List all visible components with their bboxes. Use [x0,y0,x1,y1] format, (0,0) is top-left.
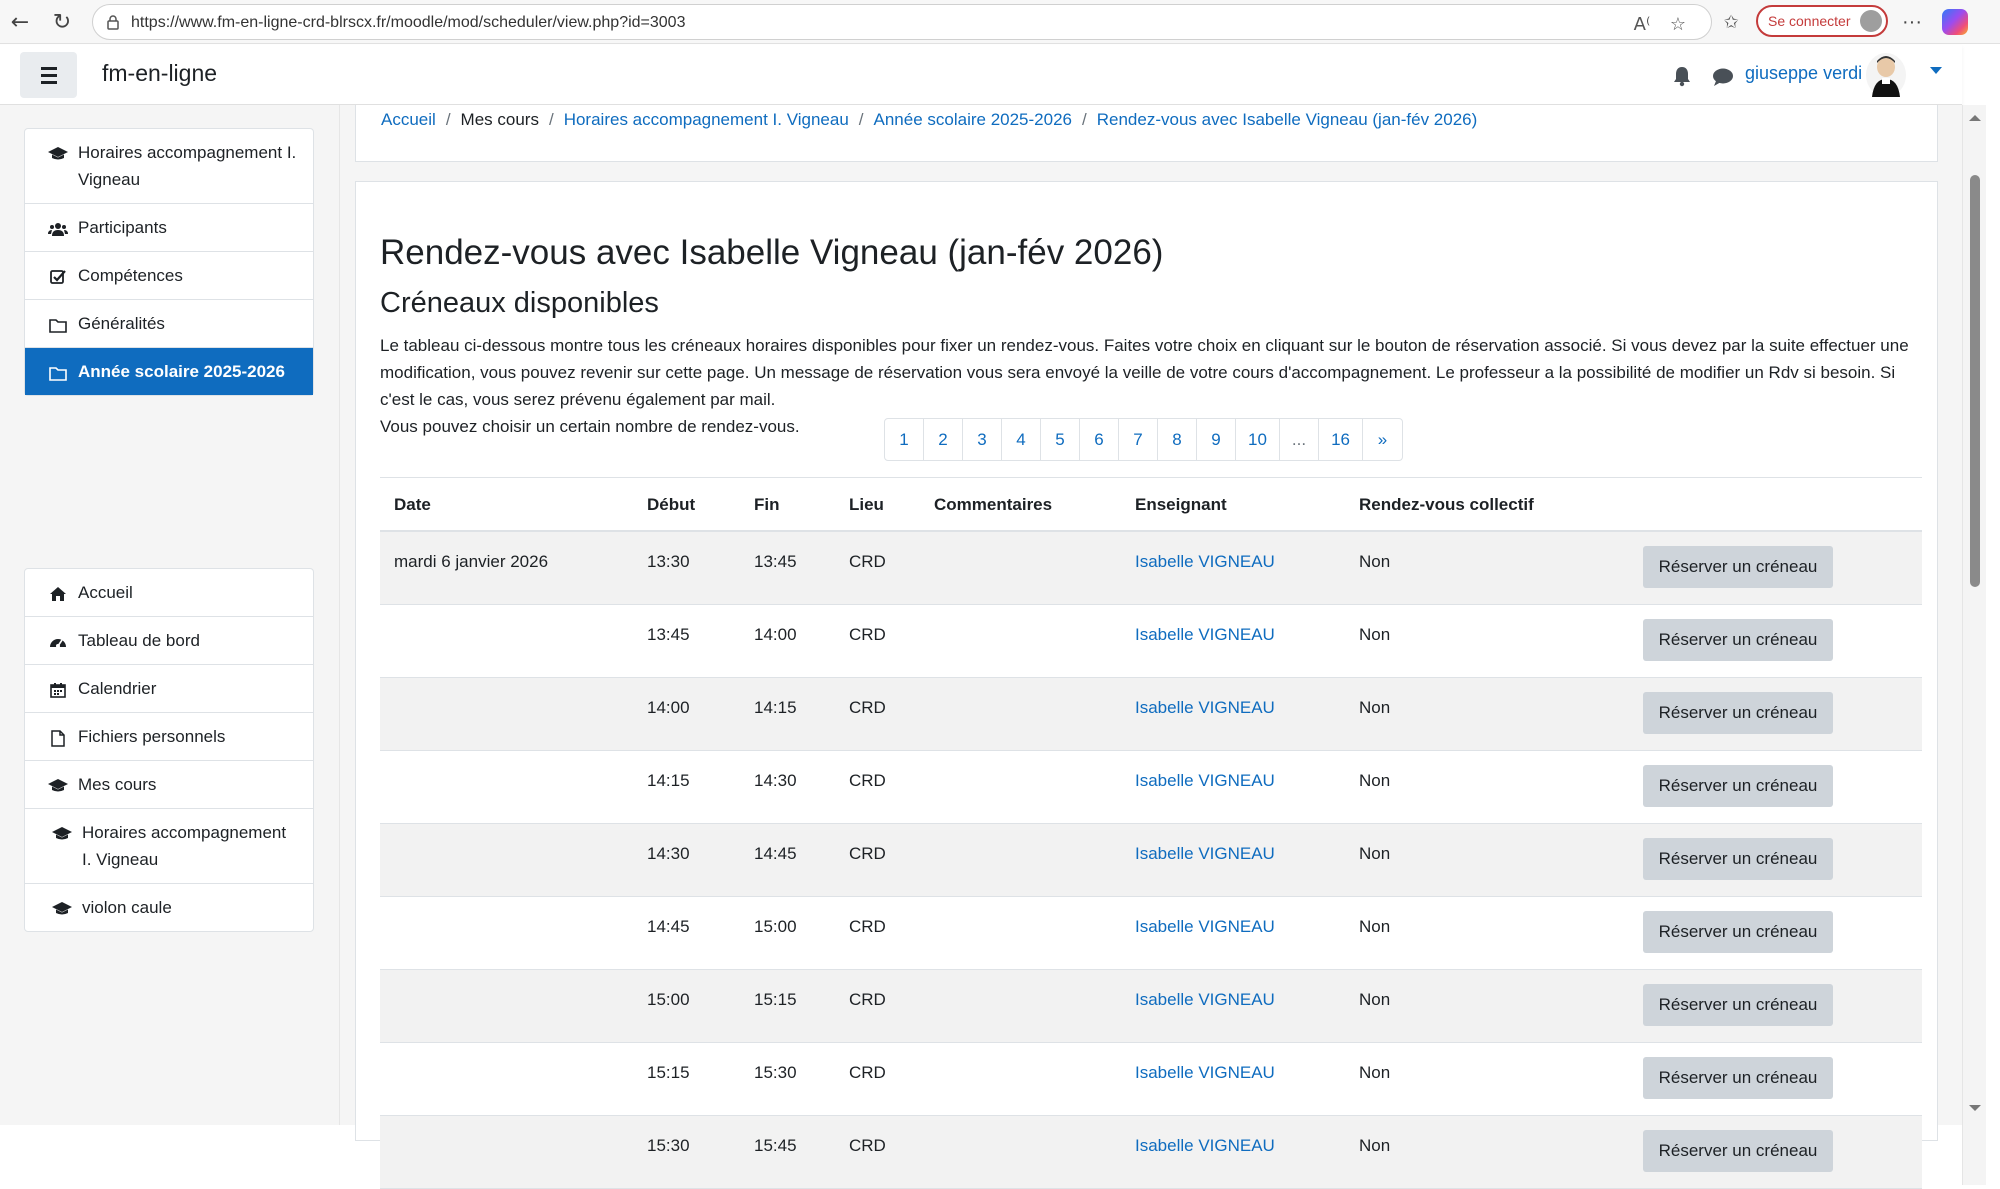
user-name[interactable]: giuseppe verdi [1745,63,1863,83]
signin-label: Se connecter [1768,13,1851,29]
cell-teacher-link[interactable]: Isabelle VIGNEAU [1135,1136,1275,1155]
nav-item-school-year[interactable] [25,348,313,395]
favorite-star-icon[interactable]: ☆ [1669,13,1687,35]
graduation-cap-icon [53,901,71,917]
cell-end: 13:45 [754,552,797,571]
cell-start: 15:30 [647,1136,690,1155]
table-row [380,751,1922,824]
book-slot-button[interactable]: Réserver un créneau [1643,546,1833,588]
nav-item-label: Calendrier [78,679,157,698]
page-link-4[interactable]: 4 [1002,419,1041,460]
nav-item-home[interactable] [25,569,313,617]
cell-location: CRD [849,1136,886,1155]
user-menu-caret-icon[interactable] [1930,67,1942,74]
nav-item-course-vigneau[interactable] [25,809,313,884]
home-icon [49,586,67,602]
nav-drawer [0,105,340,1125]
breadcrumb-my-courses: Mes cours [460,110,539,129]
nav-item-label: Fichiers personnels [78,727,226,746]
column-header-end: Fin [754,495,780,514]
table-row [380,1043,1922,1116]
dashboard-icon [49,634,67,650]
cell-group: Non [1359,552,1391,571]
users-icon [49,221,67,237]
page-link-7[interactable]: 7 [1119,419,1158,460]
cell-teacher-link[interactable]: Isabelle VIGNEAU [1135,1063,1275,1082]
copilot-icon[interactable] [1942,9,1968,35]
course-nav-list [24,128,314,396]
cell-location: CRD [849,1063,886,1082]
table-row [380,605,1922,678]
cell-end: 15:00 [754,917,797,936]
column-header-teacher: Enseignant [1135,495,1227,514]
cell-date: mardi 6 janvier 2026 [394,552,549,571]
table-row [380,897,1922,970]
slots-table [380,477,1922,1189]
nav-item-competencies[interactable] [25,252,313,300]
column-header-date: Date [394,495,431,514]
breadcrumb-link-section[interactable]: Année scolaire 2025-2026 [873,110,1072,129]
book-slot-button[interactable]: Réserver un créneau [1643,692,1833,734]
page-link-16[interactable]: 16 [1319,419,1363,460]
content-viewport [340,105,1962,1160]
table-row [380,678,1922,751]
nav-item-label: Accueil [78,583,133,602]
nav-item-calendar[interactable] [25,665,313,713]
nav-item-dashboard[interactable] [25,617,313,665]
read-aloud-icon[interactable]: A⁽ [1633,13,1651,35]
nav-item-course-home[interactable] [25,129,313,204]
cell-start: 13:30 [647,552,690,571]
cell-start: 15:00 [647,990,690,1009]
graduation-cap-icon [49,778,67,794]
cell-group: Non [1359,844,1391,863]
page-link-2[interactable]: 2 [924,419,963,460]
chat-icon[interactable] [1712,67,1734,87]
bell-icon[interactable] [1672,65,1692,87]
book-slot-button[interactable]: Réserver un créneau [1643,911,1833,953]
cell-group: Non [1359,1063,1391,1082]
nav-item-private-files[interactable] [25,713,313,761]
table-row [380,824,1922,897]
calendar-icon [49,682,67,698]
cell-teacher-link[interactable]: Isabelle VIGNEAU [1135,844,1275,863]
nav-item-label: Horaires accompagnement I. Vigneau [82,823,287,869]
address-bar[interactable] [92,4,1712,40]
page-title: Rendez-vous avec Isabelle Vigneau (jan-fév 2026) [380,233,1164,272]
cell-location: CRD [849,917,886,936]
scrollbar-thumb[interactable] [1970,175,1980,587]
nav-item-label: Mes cours [78,775,157,794]
profile-avatar-icon [1860,10,1882,32]
scroll-down-arrow-icon[interactable] [1969,1105,1981,1111]
cell-start: 13:45 [647,625,690,644]
cell-end: 15:30 [754,1063,797,1082]
column-header-group: Rendez-vous collectif [1359,495,1534,514]
graduation-cap-icon [53,826,71,842]
folder-icon [49,365,67,381]
nav-item-participants[interactable] [25,204,313,252]
section-title: Créneaux disponibles [380,287,659,319]
page-link-1[interactable]: 1 [885,419,924,460]
column-header-location: Lieu [849,495,884,514]
cell-end: 14:15 [754,698,797,717]
page-link-9[interactable]: 9 [1197,419,1236,460]
cell-end: 14:30 [754,771,797,790]
cell-teacher-link[interactable]: Isabelle VIGNEAU [1135,771,1275,790]
site-nav-list [24,568,314,932]
nav-item-label: Généralités [78,314,165,333]
breadcrumb-link-course[interactable]: Horaires accompagnement I. Vigneau [563,110,849,129]
main-region [340,105,1962,1160]
column-header-start: Début [647,495,696,514]
scroll-up-arrow-icon[interactable] [1969,115,1981,121]
book-slot-button[interactable]: Réserver un créneau [1643,1130,1833,1172]
cell-teacher-link[interactable]: Isabelle VIGNEAU [1135,552,1275,571]
site-navbar [0,45,1962,105]
cell-teacher-link[interactable]: Isabelle VIGNEAU [1135,698,1275,717]
page-link-8[interactable]: 8 [1158,419,1197,460]
cell-group: Non [1359,771,1391,790]
breadcrumb-link-activity[interactable]: Rendez-vous avec Isabelle Vigneau (jan-fév 2026) [1096,110,1478,129]
book-slot-button[interactable]: Réserver un créneau [1643,1057,1833,1099]
cell-start: 14:30 [647,844,690,863]
cell-group: Non [1359,698,1391,717]
reload-icon[interactable]: ↻ [52,9,72,35]
cell-group: Non [1359,1136,1391,1155]
signin-button[interactable] [1756,5,1888,37]
cell-teacher-link[interactable]: Isabelle VIGNEAU [1135,990,1275,1009]
page-ellipsis: ... [1280,419,1319,460]
intro-paragraph: Le tableau ci-dessous montre tous les créneaux horaires disponibles pour fixer un rendez-vous. Faites votre choix en cliquant sur le bouton de réservation associé. Si vous devez par la suite effectuer une modification, vous pouvez revenir sur cette page. Un message de réservation vous sera envoyé la veille de votre cours d'accompagnement. Le professeur a la possibilité de modifier un Rdv si besoin. Si c'est le cas, vous serez prévenu également par mail. [380,336,1909,409]
page-link-6[interactable]: 6 [1080,419,1119,460]
cell-group: Non [1359,625,1391,644]
site-name[interactable]: fm-en-ligne [102,60,218,86]
table-row [380,970,1922,1043]
drawer-toggle-button[interactable] [20,52,77,98]
cell-group: Non [1359,990,1391,1009]
nav-item-my-courses[interactable] [25,761,313,809]
table-body [380,532,1922,1189]
folder-icon [49,317,67,333]
page-link-5[interactable]: 5 [1041,419,1080,460]
cell-end: 15:15 [754,990,797,1009]
table-row [380,532,1922,605]
pagination [884,418,1403,461]
page-link-10[interactable]: 10 [1236,419,1280,460]
intro-note: Vous pouvez choisir un certain nombre de rendez-vous. [380,417,800,436]
cell-location: CRD [849,990,886,1009]
cell-location: CRD [849,552,886,571]
cell-teacher-link[interactable]: Isabelle VIGNEAU [1135,625,1275,644]
table-row [380,1116,1922,1189]
nav-item-label: Participants [78,218,167,237]
table-header [380,477,1922,532]
nav-item-label: Tableau de bord [78,631,200,650]
back-arrow-icon[interactable]: ← [10,9,30,35]
cell-end: 14:00 [754,625,797,644]
cell-end: 15:45 [754,1136,797,1155]
cell-location: CRD [849,698,886,717]
book-slot-button[interactable]: Réserver un créneau [1643,765,1833,807]
cell-end: 14:45 [754,844,797,863]
book-slot-button[interactable]: Réserver un créneau [1643,984,1833,1026]
cell-start: 14:15 [647,771,690,790]
page-link-3[interactable]: 3 [963,419,1002,460]
book-slot-button[interactable]: Réserver un créneau [1643,619,1833,661]
cell-location: CRD [849,625,886,644]
cell-group: Non [1359,917,1391,936]
browser-toolbar [0,0,2000,44]
nav-item-label: Année scolaire 2025-2026 [78,362,285,381]
checkbox-icon [49,269,67,285]
cell-start: 14:00 [647,698,690,717]
graduation-cap-icon [49,146,67,162]
cell-start: 15:15 [647,1063,690,1082]
cell-teacher-link[interactable]: Isabelle VIGNEAU [1135,917,1275,936]
nav-item-label: Horaires accompagnement I. Vigneau [78,143,297,189]
more-menu-icon[interactable]: ··· [1902,10,1922,33]
nav-item-label: Compétences [78,266,183,285]
breadcrumb-separator: / [858,110,864,129]
url-text[interactable]: https://www.fm-en-ligne-crd-blrscx.fr/moodle/mod/scheduler/view.php?id=3003 [131,14,686,31]
cell-location: CRD [849,844,886,863]
breadcrumb-separator: / [1082,110,1087,129]
book-slot-button[interactable]: Réserver un créneau [1643,838,1833,880]
nav-item-general[interactable] [25,300,313,348]
column-header-comments: Commentaires [934,495,1053,514]
user-avatar[interactable] [1866,53,1906,97]
breadcrumb-link-home[interactable]: Accueil [381,110,436,129]
lock-icon[interactable] [105,14,121,30]
file-icon [49,730,67,746]
breadcrumb-separator: / [445,110,451,129]
cell-start: 14:45 [647,917,690,936]
page-scrollbar[interactable] [1962,105,1986,1185]
cell-location: CRD [849,771,886,790]
nav-item-course-violon[interactable] [25,884,313,931]
breadcrumb-separator: / [548,110,554,129]
favorites-bar-icon[interactable]: ✩ [1723,11,1739,33]
nav-item-label: violon caule [82,898,172,917]
page-next-link[interactable]: » [1377,429,1388,449]
